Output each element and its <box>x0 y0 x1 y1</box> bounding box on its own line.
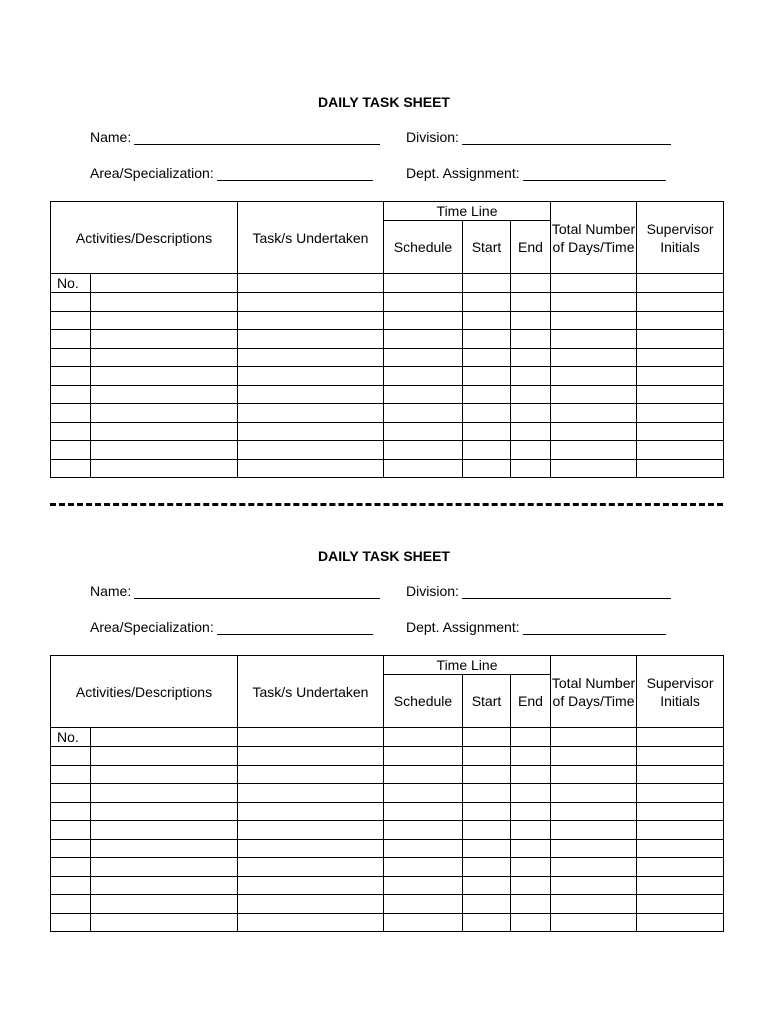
table-row <box>51 913 724 932</box>
sheet-title: DAILY TASK SHEET <box>318 94 450 110</box>
dept-field <box>406 165 666 181</box>
dept-label: Dept. Assignment: <box>406 619 520 635</box>
area-input-line[interactable] <box>217 620 373 635</box>
dept-label: Dept. Assignment: <box>406 165 520 181</box>
header-supervisor: Supervisor Initials <box>637 202 724 274</box>
division-field <box>406 129 671 145</box>
header-total: Total Number of Days/Time <box>551 656 637 728</box>
table-row <box>51 728 724 747</box>
area-label: Area/Specialization: <box>90 619 214 635</box>
name-field <box>90 583 380 599</box>
table-row <box>51 784 724 803</box>
area-field <box>90 619 373 635</box>
header-start: Start <box>463 675 511 728</box>
table-row <box>51 839 724 858</box>
area-input-line[interactable] <box>217 166 373 181</box>
table-row <box>51 858 724 877</box>
header-schedule: Schedule <box>384 675 463 728</box>
sheet-title: DAILY TASK SHEET <box>318 548 450 564</box>
table-row <box>51 404 724 423</box>
division-input-line[interactable] <box>462 130 671 145</box>
table-row <box>51 895 724 914</box>
header-end: End <box>511 675 551 728</box>
name-field <box>90 129 380 145</box>
dept-input-line[interactable] <box>523 620 666 635</box>
table-row <box>51 459 724 478</box>
dept-field <box>406 619 666 635</box>
header-schedule: Schedule <box>384 221 463 274</box>
table-row <box>51 747 724 766</box>
header-total: Total Number of Days/Time <box>551 202 637 274</box>
dept-input-line[interactable] <box>523 166 666 181</box>
header-timeline: Time Line <box>384 656 551 675</box>
table-row <box>51 274 724 293</box>
name-label: Name: <box>90 583 132 599</box>
header-tasks: Task/s Undertaken <box>238 202 384 274</box>
division-input-line[interactable] <box>462 584 671 599</box>
table-row <box>51 876 724 895</box>
header-activities: Activities/Descriptions <box>51 656 238 728</box>
area-label: Area/Specialization: <box>90 165 214 181</box>
name-label: Name: <box>90 129 132 145</box>
header-start: Start <box>463 221 511 274</box>
table-row <box>51 765 724 784</box>
no-label: No. <box>51 728 91 747</box>
division-label: Division: <box>406 129 459 145</box>
header-timeline: Time Line <box>384 202 551 221</box>
table-row <box>51 311 724 330</box>
task-table <box>50 201 724 478</box>
table-row <box>51 821 724 840</box>
division-field <box>406 583 671 599</box>
no-label: No. <box>51 274 91 293</box>
header-end: End <box>511 221 551 274</box>
header-activities: Activities/Descriptions <box>51 202 238 274</box>
header-tasks: Task/s Undertaken <box>238 656 384 728</box>
name-input-line[interactable] <box>134 130 380 145</box>
cut-line-divider <box>50 503 723 506</box>
division-label: Division: <box>406 583 459 599</box>
task-table <box>50 655 724 932</box>
table-row <box>51 385 724 404</box>
table-row <box>51 330 724 349</box>
table-row <box>51 441 724 460</box>
table-row <box>51 293 724 312</box>
table-row <box>51 802 724 821</box>
table-row <box>51 422 724 441</box>
header-supervisor: Supervisor Initials <box>637 656 724 728</box>
name-input-line[interactable] <box>134 584 380 599</box>
area-field <box>90 165 373 181</box>
table-row <box>51 367 724 386</box>
table-row <box>51 348 724 367</box>
